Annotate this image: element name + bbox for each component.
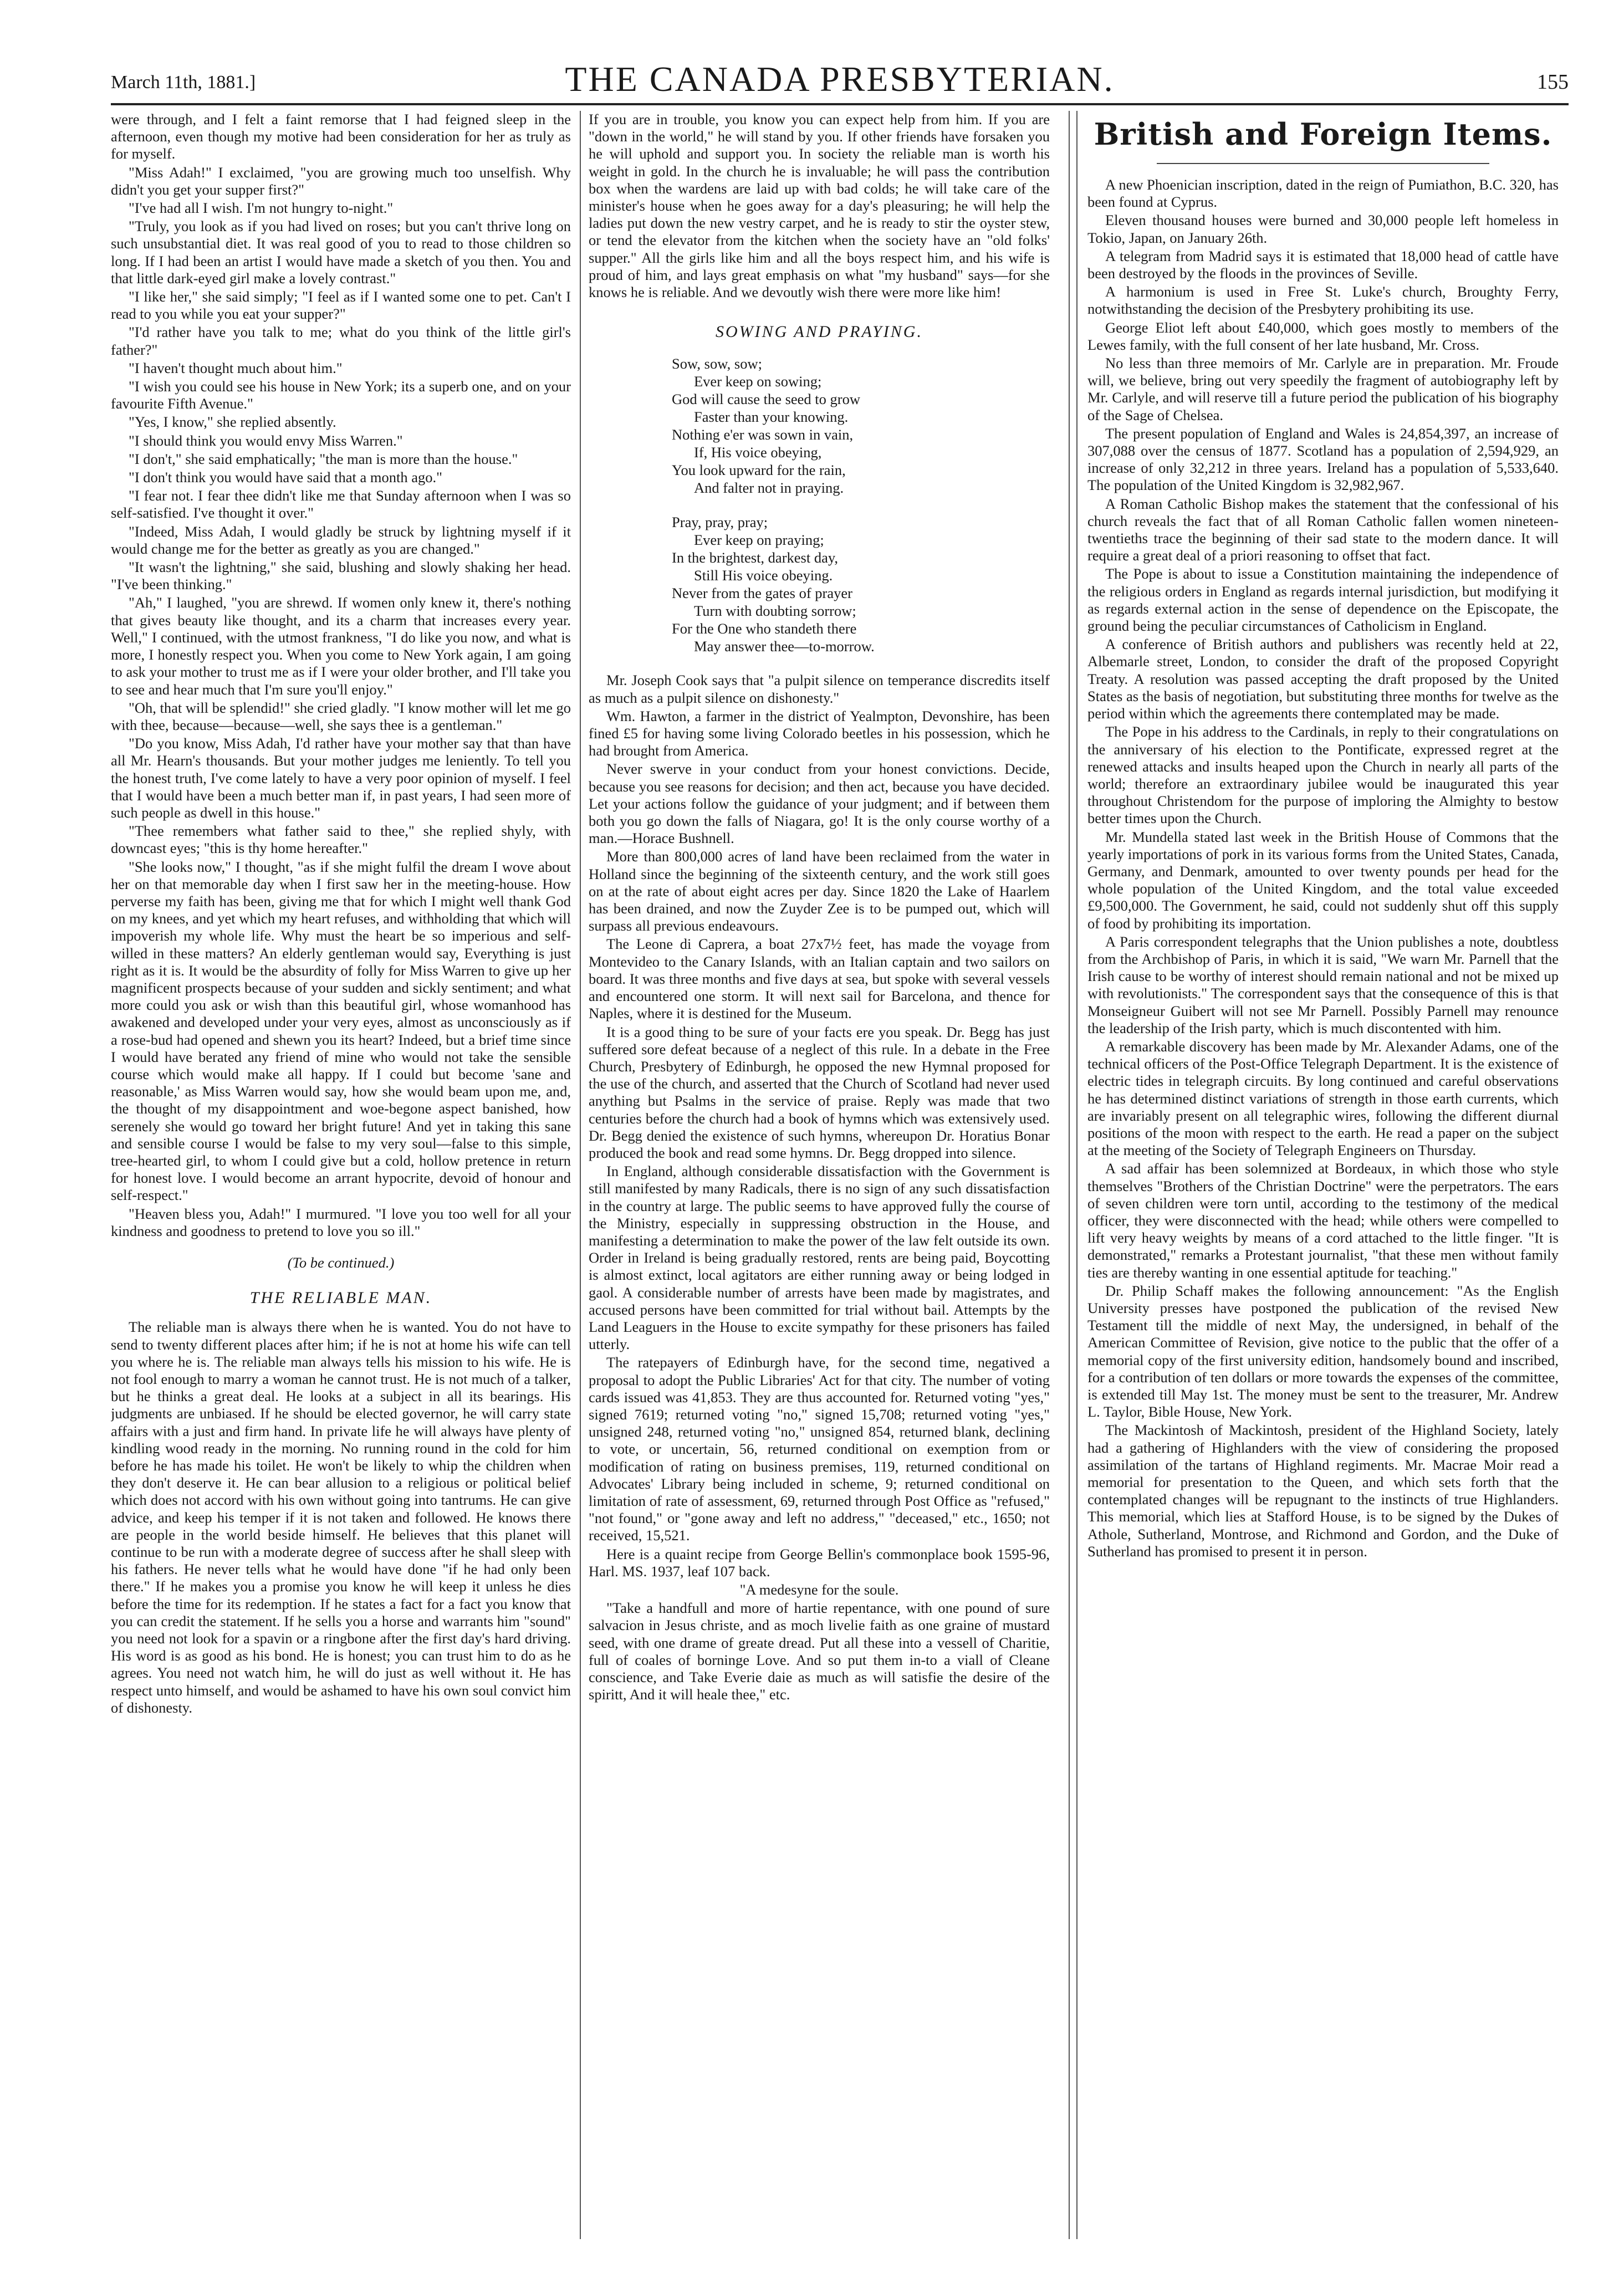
- news-item: A Roman Catholic Bishop makes the statement that the confessional of his church reveals the fact that of all Roman Catholic fallen women nineteen-twentieths trace the beginning of their sad state to the modern dance. It will require a great deal of a priori reasoning to offset that fact.: [1087, 495, 1559, 564]
- news-item: A new Phoenician inscription, dated in the reign of Pumiathon, B.C. 320, has been found at Cyprus.: [1087, 176, 1559, 211]
- news-item: Dr. Philip Schaff makes the following announcement: "As the English University presses have postponed the publication of the revised New Testament till the middle of next May, the undersigned, in behalf of the American Committee of Revision, give notice to the public that the offer of a memorial copy of the first university edition, handsomely bound and inscribed, for a contribution of ten dollars or more towards the expenses of the committee, is extended till May 1st. The money must be sent to the treasurer, Mr. Andrew L. Taylor, Bible House, New York.: [1087, 1282, 1559, 1421]
- news-item: Wm. Hawton, a farmer in the district of Yealmpton, Devonshire, has been fined £5 for having some living Colorado beetles in his possession, which he had brought from America.: [589, 707, 1050, 759]
- news-item: Never swerve in your conduct from your honest convictions. Decide, because you see reasons for decision; and then act, because you have decided. Let your actions follow the guidance of your judgment; and if between them both you go down the falls of Niagara, go! It is the only course worthy of a man.—Horace Bushnell.: [589, 760, 1050, 847]
- news-item: Mr. Joseph Cook says that "a pulpit silence on temperance discredits itself as much as a pulpit silence on dishonesty.": [589, 672, 1050, 706]
- news-item: It is a good thing to be sure of your facts ere you speak. Dr. Begg has just suffered sore defeat because of a neglect of this rule. In a debate in the Free Church, Presbytery of Edinburgh, he opposed the new Hymnal proposed for the use of the church, and asserted that the Church of Scotland had never used anything but Psalms in the service of praise. Reply was made that two centuries before the church had a book of hymns which was extensively used. Dr. Begg denied the existence of such hymns, whereupon Dr. Horatius Bonar produced the book and read some hymns. Dr. Begg dropped into silence.: [589, 1023, 1050, 1161]
- poem-line: And falter not in praying.: [694, 479, 844, 497]
- poem-line: Nothing e'er was sown in vain,: [672, 426, 854, 443]
- paragraph: "I don't think you would have said that a month ago.": [129, 469, 442, 486]
- paragraph: "Indeed, Miss Adah, I would gladly be struck by lightning myself if it would change me for the better as greatly as you are changed.": [111, 523, 571, 557]
- news-item: A Paris correspondent telegraphs that the Union publishes a note, doubtless from the Archbishop of Paris, in which it is said, "We warn Mr. Parnell that the Irish cause to be worthy of interest should remain national and not be mixed up with revolutionists." The correspondent says that the consequence of this is that Monseigneur Guibert will not see Mr Parnell. Possibly Parnell may renounce the leadership of the Irish party, which is much discontented with him.: [1087, 933, 1559, 1036]
- news-item: The Leone di Caprera, a boat 27x7½ feet, has made the voyage from Montevideo to the Canary Islands, with an Italian captain and two sailors on board. It was three months and five days at sea, but spoke with several vessels and encountered one storm. It will next sail for Barcelona, and thence for Naples, where it is destined for the Museum.: [589, 936, 1050, 1022]
- paragraph: "It wasn't the lightning," she said, blushing and slowly shaking her head. "I've been thinking.": [111, 559, 571, 593]
- masthead: [111, 51, 1569, 106]
- column-1: [111, 111, 571, 2239]
- paragraph: "Truly, you look as if you had lived on roses; but you can't thrive long on such unsubstantial diet. It was real good of you to read to those children so long. If I had been an artist I would have made a sketch of you then. You and that little dark-eyed girl make a lovely contrast.": [111, 218, 571, 287]
- news-item: No less than three memoirs of Mr. Carlyle are in preparation. Mr. Froude will, we believe, bring out very speedily the fragment of autobiography left by Mr. Carlyle, and will reserve till a future period the publication of his biography of the Sage of Chelsea.: [1087, 355, 1559, 423]
- paragraph: "Yes, I know," she replied absently.: [129, 413, 336, 431]
- poem-line: You look upward for the rain,: [672, 462, 846, 479]
- paragraph: "Thee remembers what father said to thee," she replied shyly, with downcast eyes; "this is thy home hereafter.": [111, 822, 571, 857]
- poem: [672, 355, 1050, 655]
- recipe-title: "A medesyne for the soule.: [739, 1581, 899, 1598]
- poem-line: Faster than your knowing.: [694, 408, 849, 426]
- paragraph: "Do you know, Miss Adah, I'd rather have your mother say that than have all Mr. Hearn's thousands. But your mother judges me leniently. To tell you the honest truth, I've come lately to have a very poor opinion of myself. I feel that I would have been a much better man if, in past years, I had seen more of such people as dwell in this house.": [111, 735, 571, 821]
- news-item: In England, although considerable dissatisfaction with the Government is still manifested by many Radicals, there is no sign of any such dissatisfaction in the country at large. The public seems to have approved fully the course of the Ministry, especially in suppressing obstruction in the House, and manifesting a determination to make the power of the law felt outside its own. Order in Ireland is being gradually restored, rents are being paid, Boycotting is almost extinct, local agitators are either running away or being lodged in gaol. A considerable number of arrests have been made by magistrates, and accused persons have been committed for trial without bail. Attempts by the Land Leaguers in the House to excite sympathy for these prisoners has failed utterly.: [589, 1163, 1050, 1353]
- paragraph: The reliable man is always there when he is wanted. You do not have to send to twenty different places after him; if he is not at home his wife can tell you where he is. The reliable man always tells his mission to his wife. He is not fool enough to marry a woman he cannot trust. He is not much of a talker, but he thinks a great deal. He looks at a subject in all its bearings. His judgments are unbiased. If he should be elected governor, he will carry state affairs with a just and firm hand. In private life he will always have plenty of kindling wood ready in the morning. No running round in the cold for him before he has made his toilet. He won't be likely to whip the children when they don't deserve it. He can bear allusion to a religious or political belief which does not accord with his own without going into tantrums. He can give advice, and keep his temper if it is not taken and followed. He knows there are people in the world beside himself. He believes that this planet will continue to be run with a moderate degree of success after he shall sleep with his fathers. He never tells what he would have done "if he had only been there." If he makes you a promise you know he will keep it unless he dies before the time for its redemption. If he states a fact for a fact you know that you can credit the statement. If he sells you a horse and warrants him "sound" you need not look for a spavin or a ringbone after the first day's hard driving. His word is as good as his bond. He is honest; you can trust him to do as he agrees. You need not watch him, he will do just as well without it. He has respect unto himself, and would be ashamed to have his own soul convict him of dishonesty.: [111, 1319, 571, 1716]
- paragraph: "Miss Adah!" I exclaimed, "you are growing much too unselfish. Why didn't you get your supper first?": [111, 163, 571, 198]
- newspaper-title: THE CANADA PRESBYTERIAN.: [565, 59, 1115, 99]
- paragraph: "I wish you could see his house in New York; its a superb one, and on your favourite Fifth Avenue.": [111, 378, 571, 412]
- poem-title: SOWING AND PRAYING.: [716, 323, 923, 341]
- news-item: Here is a quaint recipe from George Bellin's commonplace book 1595-96, Harl. MS. 1937, leaf 107 back.: [589, 1545, 1050, 1580]
- paragraph: "Ah," I laughed, "you are shrewd. If women only knew it, there's nothing that gives beauty like thought, and its a charm that increases every year. Well," I continued, with the utmost frankness, "I do like you now, and what is more, I honestly respect you. When you come to New York again, I am going to ask your mother to trust me as if I were your older brother, and I'll take you to see and hear much that I'm sure you'll enjoy.": [111, 594, 571, 698]
- to-be-continued: (To be continued.): [287, 1254, 395, 1271]
- article-title-reliable-man: THE RELIABLE MAN.: [249, 1289, 432, 1307]
- news-item: A conference of British authors and publishers was recently held at 22, Albemarle street, London, to consider the draft of the proposed Copyright Treaty. A resolution was passed accepting the draft proposed by the United States as the basis of negotiation, but substituting three months for twelve as the period within which the agreements there contemplated may be made.: [1087, 636, 1559, 722]
- news-item: More than 800,000 acres of land have been reclaimed from the water in Holland since the beginning of the sixteenth century, and the work still goes on at the rate of about eight acres per day. Since 1820 the Lake of Haarlem has been drained, and now the Zuyder Zee is to be pumped out, which will surpass all previous endeavours.: [589, 848, 1050, 934]
- news-item: The Pope in his address to the Cardinals, in reply to their congratulations on the anniversary of his election to the Pontificate, expressed regret at the renewed attacks and insults heaped upon the Church in nearly all parts of the world; therefore an extraordinary jubilee would be inaugurated this year throughout Christendom for the purpose of imploring the Almighty to bestow better times upon the Church.: [1087, 723, 1559, 827]
- poem-line: In the brightest, darkest day,: [672, 549, 839, 566]
- news-item: A remarkable discovery has been made by Mr. Alexander Adams, one of the technical officers of the Post-Office Telegraph Department. It is the existence of electric tides in telegraph circuits. By long continued and careful observations he has determined distinct variations of strength in those earth currents, which are invariably present on all telegraphic wires, following the different diurnal positions of the moon with respect to the earth. He read a paper on the subject at the meeting of the Society of Telegraph Engineers on Thursday.: [1087, 1038, 1559, 1159]
- poem-stanza: [672, 355, 1050, 497]
- news-item: The Mackintosh of Mackintosh, president of the Highland Society, lately had a gathering of Highlanders with the view of considering the proposed assimilation of the tartans of Highland regiments. Mr. Macrae Moir read a memorial for presentation to the Queen, and which sets forth that the contemplated changes will be repugnant to the instincts of true Highlanders. This memorial, which lies at Stafford House, is to be signed by the Dukes of Athole, Sutherland, Montrose, and Richmond and Gordon, and the Duke of Sutherland has promised to present it in person.: [1087, 1422, 1559, 1560]
- news-item: A sad affair has been solemnized at Bordeaux, in which those who style themselves "Brothers of the Christian Doctrine" were the perpetrators. The ears of seven children were torn until, according to the testimony of the medical officer, they were disconnected with the head; while others were compelled to lift very heavy weights by means of a cord attached to the little finger. "It is demonstrated," remarks a Protestant journalist, "that these men without family ties are thereby wanting in one essential aptitude for teaching.": [1087, 1160, 1559, 1281]
- news-item: George Eliot left about £40,000, which goes mostly to members of the Lewes family, with the full consent of her late husband, Mr. Cross.: [1087, 319, 1559, 353]
- paragraph: "I haven't thought much about him.": [129, 359, 343, 376]
- paragraph: "I don't," she said emphatically; "the man is more than the house.": [129, 450, 518, 467]
- poem-line: May answer thee—to-morrow.: [694, 638, 875, 655]
- news-paragraphs: [589, 672, 1050, 1580]
- column-2: [589, 111, 1050, 2239]
- poem-stanza: [672, 513, 1050, 655]
- paragraph: "I'd rather have you talk to me; what do you think of the little girl's father?": [111, 324, 571, 358]
- news-item: Mr. Mundella stated last week in the British House of Commons that the yearly importations of pork in its various forms from the United States, Canada, Germany, and Denmark, amounted to over twenty pounds per head for the whole population of the United Kingdom, and the total value exceeded £9,500,000. The Government, he said, could not suddenly shut off this supply of food by prohibiting its importation.: [1087, 828, 1559, 932]
- section-title-british-foreign-items: British and Foreign Items.: [1094, 116, 1552, 152]
- column-divider: [580, 111, 581, 2239]
- serial-story-text: [111, 111, 571, 1240]
- news-item: The Pope is about to issue a Constitution maintaining the independence of the religious orders in England as regards internal jurisdiction, but modifying it as regards external action in the sense of dependence on the Episcopate, the ground being the peculiar circumstances of Catholicism in England.: [1087, 565, 1559, 635]
- paragraph: "I should think you would envy Miss Warren.": [129, 432, 403, 449]
- article-reliable-man-continued: If you are in trouble, you know you can expect help from him. If you are "down in the world," he will stand by you. If other friends have forsaken you he will uphold and support you. In society the reliable man is worth his weight in gold. In the church he is invaluable; he will pass the contribution box when the wardens are laid up with bad colds; he will take care of the minister's house when he goes away for a day's pleasuring; he will help the ladies put down the new vestry carpet, and he is ready to stir the oyster stew, or tend the elevator from the kitchen when the society have an "old folks' supper." All the girls like him and all the boys respect him, and his wife is proud of him, and lays great emphasis on what "my husband" says—for she knows he is reliable. And we devoutly wish there were more like him!: [589, 111, 1050, 301]
- poem-line: Pray, pray, pray;: [672, 514, 768, 531]
- page-number: 155: [1537, 70, 1569, 94]
- news-item: A telegram from Madrid says it is estimated that 18,000 head of cattle have been destroyed by the floods in the provinces of Seville.: [1087, 247, 1559, 282]
- recipe-text: "Take a handfull and more of hartie repentance, with one pound of sure salvacion in Jesus christe, and as moch livelie faith as one graine of mustard seed, with one drame of greate dread. Put all these into a vessell of Charitie, full of coales of borninge Love. And so put them in-to a viall of Cleane conscience, and Take Everie daie as much as will satisfie the desire of the spiritt, And it will heale thee," etc.: [589, 1600, 1050, 1703]
- news-item: The ratepayers of Edinburgh have, for the second time, negatived a proposal to adopt the Public Libraries' Act for that city. The number of voting cards issued was 41,853. They are thus accounted for. Returned voting "yes," signed 7619; returned voting "no," signed 15,708; returned voting "yes," unsigned 248, returned voting "no," unsigned 854, returned blank, declining to vote, or uncertain, 56, returned conditional on exemption from or modification of rating on business premises, 119, returned conditional on Advocates' Library being included in scheme, 9; returned conditional on limitation of rate of assessment, 69, returned through Post Office as "refused," "not found," or "gone away and left no address," "deceased," etc., 1650; not received, 15,521.: [589, 1354, 1050, 1544]
- paragraph: "Oh, that will be splendid!" she cried gladly. "I know mother will let me go with thee, because—because—well, she says thee is a gentleman.": [111, 699, 571, 733]
- news-item: The present population of England and Wales is 24,854,397, an increase of 307,088 over the census of 1877. Scotland has a population of 2,594,929, an increase of only 32,212 in three years. Ireland has a population of 5,533,640. The population of the United Kingdom is 32,982,967.: [1087, 425, 1559, 494]
- poem-line: God will cause the seed to grow: [672, 391, 860, 408]
- article-reliable-man-text: [111, 1319, 571, 1716]
- news-item: Eleven thousand houses were burned and 30,000 people left homeless in Tokio, Japan, on January 26th.: [1087, 212, 1559, 246]
- poem-line: If, His voice obeying,: [694, 444, 822, 461]
- poem-line: Turn with doubting sorrow;: [694, 602, 856, 620]
- column-divider: [1069, 111, 1070, 2239]
- paragraph: "She looks now," I thought, "as if she might fulfil the dream I wove about her on that memorable day when I first saw her in the meeting-house. How perverse my faith has been, giving me that for which I might well thank God on my knees, and yet which my heart refuses, and withholding that which will impoverish my whole life. Why must the heart be so imperious and self-willed in these matters? An elderly gentleman would say, Everything is just right as it is. It would be the absurdity of folly for Miss Warren to give up her magnificent prospects because of your sudden and sickly sentiment; and what more could you ask or wish than this beautiful girl, whose womanhood has awakened and developed under your very eyes, almost as unconsciously as if a rose-bud had opened and shewn you its heart? Indeed, but a brief time since I would have berated any friend of mine who would not take the sensible course which would make all happy. If I could but become 'sane and reasonable,' as Miss Warren would say, how she would beam upon me, and, the thought of my disappointment and woe-begone aspect banished, how serenely she would go toward her bright future! And yet in taking this sane and sensible course I would be false to my very soul—false to this simple, tree-hearted girl, to whom I could give but a cold, hollow pretence in return for honest love. I would become an arrant hypocrite, devoid of honour and self-respect.": [111, 858, 571, 1204]
- items-paragraphs: [1087, 176, 1559, 1560]
- issue-date: March 11th, 1881.]: [111, 72, 256, 93]
- header-rule: [111, 103, 1569, 105]
- poem-line: Ever keep on sowing;: [694, 373, 822, 390]
- paragraph: "Heaven bless you, Adah!" I murmured. "I love you too well for all your kindness and goodness to pretend to love you so ill.": [111, 1205, 571, 1239]
- paragraph: "I've had all I wish. I'm not hungry to-night.": [129, 200, 394, 217]
- news-item: A harmonium is used in Free St. Luke's church, Broughty Ferry, notwithstanding the decision of the Presbytery prohibiting its use.: [1087, 283, 1559, 318]
- title-rule: [1157, 163, 1489, 164]
- paragraph: were through, and I felt a faint remorse that I had feigned sleep in the afternoon, even though my motive had been consideration for her as truly as for myself.: [111, 111, 571, 162]
- poem-line: Never from the gates of prayer: [672, 585, 852, 602]
- column-3: [1087, 111, 1559, 2239]
- poem-line: For the One who standeth there: [672, 620, 857, 637]
- poem-line: Ever keep on praying;: [694, 532, 824, 549]
- poem-line: Still His voice obeying.: [694, 567, 833, 584]
- column-divider: [1076, 111, 1077, 2239]
- paragraph: "I like her," she said simply; "I feel as if I wanted some one to pet. Can't I read to you while you eat your supper?": [111, 288, 571, 323]
- paragraph: "I fear not. I fear thee didn't like me that Sunday afternoon when I was so self-satisfied. I've thought it over.": [111, 487, 571, 522]
- poem-line: Sow, sow, sow;: [672, 355, 762, 372]
